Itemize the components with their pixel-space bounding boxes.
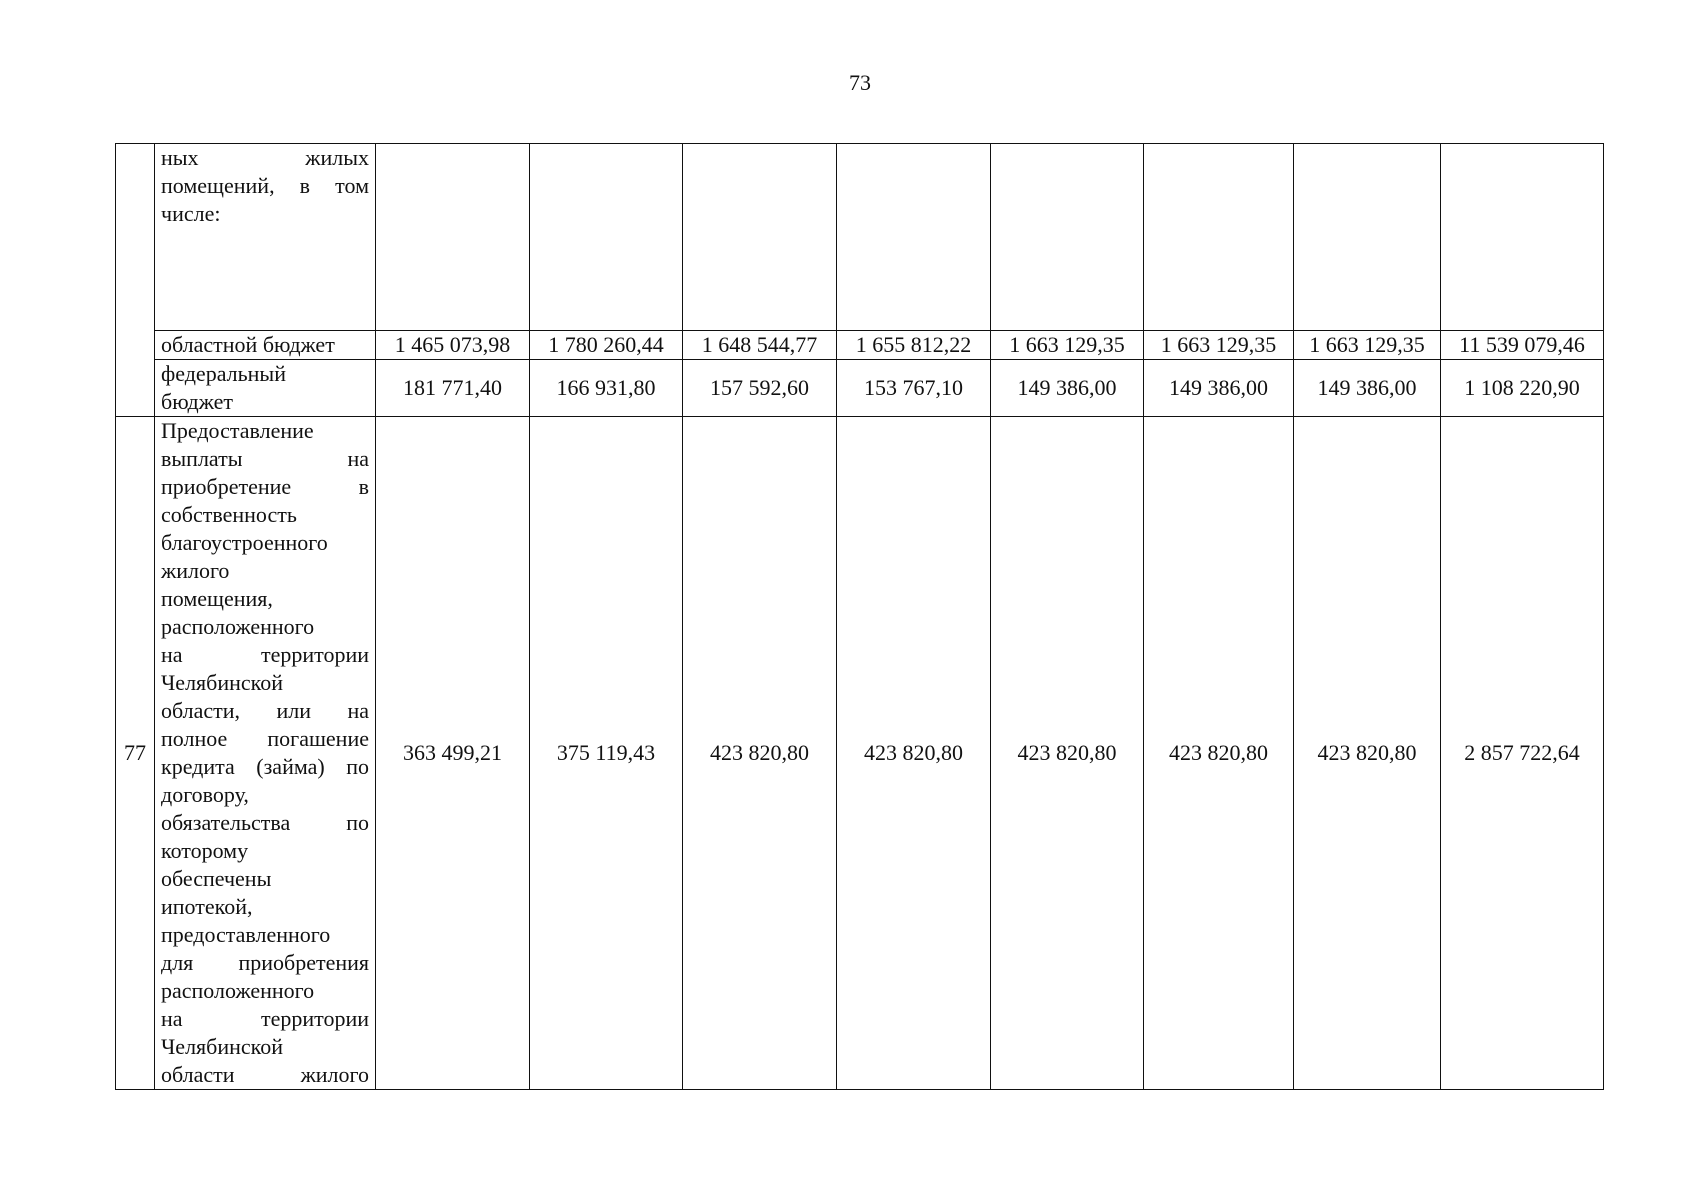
budget-table	[115, 143, 1604, 1090]
label-line: ипотекой,	[161, 894, 253, 919]
row-label-federal-budget	[155, 360, 376, 417]
label-line: Предоставление	[161, 418, 314, 443]
empty-cell	[1441, 144, 1604, 331]
empty-cell	[991, 144, 1144, 331]
label-line: ных жилых	[161, 145, 369, 170]
value-cell: 149 386,00	[991, 360, 1144, 417]
label-line: на территории	[161, 1006, 369, 1031]
value-cell: 149 386,00	[1294, 360, 1441, 417]
row-label-continuation	[155, 144, 376, 331]
empty-cell	[1144, 144, 1294, 331]
value-cell: 157 592,60	[683, 360, 837, 417]
value-cell: 1 108 220,90	[1441, 360, 1604, 417]
value-cell: 423 820,80	[837, 417, 991, 1090]
label-line: расположенного	[161, 614, 315, 639]
value-cell: 423 820,80	[1294, 417, 1441, 1090]
label-line: бюджет	[161, 389, 233, 414]
empty-cell	[683, 144, 837, 331]
value-cell: 11 539 079,46	[1441, 331, 1604, 360]
value-cell: 166 931,80	[530, 360, 683, 417]
label-line: приобретение в	[161, 474, 369, 499]
label-line: расположенного	[161, 978, 315, 1003]
row-number-cell: 77	[116, 417, 155, 1090]
label-line: для приобретения	[161, 950, 369, 975]
page-number: 73	[849, 70, 871, 95]
label-line: выплаты на	[161, 446, 369, 471]
value-cell: 363 499,21	[376, 417, 530, 1090]
label-line: полное погашение	[161, 726, 369, 751]
label-line: Челябинской	[161, 670, 284, 695]
value-cell: 1 780 260,44	[530, 331, 683, 360]
value-cell: 181 771,40	[376, 360, 530, 417]
label-line: области жилого	[161, 1062, 369, 1087]
table-row-federal-budget	[116, 360, 1604, 417]
label-line: кредита (займа) по	[161, 754, 369, 779]
value-cell: 149 386,00	[1144, 360, 1294, 417]
value-cell: 2 857 722,64	[1441, 417, 1604, 1090]
table-row-regional-budget	[116, 331, 1604, 360]
value-cell: 423 820,80	[1144, 417, 1294, 1090]
label-line: помещения,	[161, 586, 273, 611]
empty-cell	[376, 144, 530, 331]
empty-cell	[1294, 144, 1441, 331]
label-line: Челябинской	[161, 1034, 284, 1059]
label-line: благоустроенного	[161, 530, 328, 555]
label-line: помещений, в том	[161, 173, 369, 198]
empty-cell	[530, 144, 683, 331]
value-cell: 1 648 544,77	[683, 331, 837, 360]
value-cell: 375 119,43	[530, 417, 683, 1090]
label-line: предоставленного	[161, 922, 331, 947]
value-cell: 1 655 812,22	[837, 331, 991, 360]
row-label-regional-budget: областной бюджет	[155, 331, 376, 360]
label-line: числе:	[161, 201, 221, 226]
table-row-continuation	[116, 144, 1604, 331]
value-cell: 1 465 073,98	[376, 331, 530, 360]
label-line: обеспечены	[161, 866, 272, 891]
label-line: федеральный	[161, 361, 286, 386]
label-line: на территории	[161, 642, 369, 667]
row-number-cell	[116, 144, 155, 417]
value-cell: 1 663 129,35	[991, 331, 1144, 360]
value-cell: 423 820,80	[683, 417, 837, 1090]
row-label-77	[155, 417, 376, 1090]
value-cell: 1 663 129,35	[1144, 331, 1294, 360]
label-line: обязательства по	[161, 810, 369, 835]
value-cell: 1 663 129,35	[1294, 331, 1441, 360]
label-line: жилого	[161, 558, 230, 583]
table-row-77	[116, 417, 1604, 1090]
value-cell: 153 767,10	[837, 360, 991, 417]
label-line: собственность	[161, 502, 297, 527]
label-line: которому	[161, 838, 249, 863]
empty-cell	[837, 144, 991, 331]
label-line: области, или на	[161, 698, 369, 723]
value-cell: 423 820,80	[991, 417, 1144, 1090]
label-line: договору,	[161, 782, 249, 807]
